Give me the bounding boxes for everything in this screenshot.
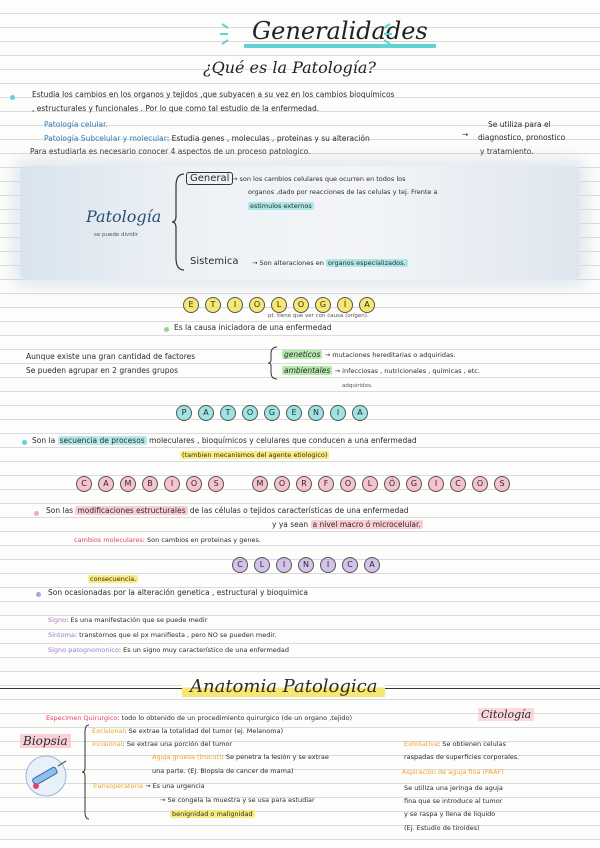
etiologia-letter: G <box>315 297 331 313</box>
clinica-letter: C <box>232 557 248 573</box>
morfologicos-letter: S <box>494 476 510 492</box>
clinica-letter: I <box>276 557 292 573</box>
specimen-text: : todo lo obtenido de un procedimiento quirurgico (de un organo ,tejido) <box>117 714 353 722</box>
genetic-line <box>282 350 455 359</box>
patogenia-letter: I <box>330 405 346 421</box>
pato-label: Signo patognomonico <box>48 646 119 654</box>
pato-line <box>48 646 289 654</box>
banner-center-sub: se puede dividir <box>94 232 139 238</box>
general-text-2: organos ,dado por reacciones de las celulas y tej. Frente a <box>248 188 438 196</box>
excisional-label: Excisional <box>92 727 125 735</box>
cambios-letter: S <box>208 476 224 492</box>
general-text-1: → son los cambios celulares que ocurren en todos los <box>232 175 406 183</box>
morfologicos-letter: G <box>406 476 422 492</box>
cambios-text-post: de las células o tejidos características de una enfermedad <box>189 506 409 515</box>
cellular-label: Patología celular. <box>44 120 108 129</box>
acquired-note: adquiridos. <box>342 383 373 389</box>
env-text: → infecciosas , nutricionales , químicas , etc. <box>334 367 480 375</box>
morfologicos-letter: C <box>450 476 466 492</box>
cambios-heading <box>76 471 516 492</box>
trans-text-3: benignidad o malignidad <box>172 810 253 818</box>
arrow-mark: → <box>462 130 469 139</box>
morfologicos-letter: O <box>340 476 356 492</box>
patogenia-text-hl: secuencia de procesos <box>59 436 145 445</box>
sistemica-highlight: organos especializados. <box>327 259 406 267</box>
exfoliativa-text-2: raspadas de superficies corporales. <box>404 753 520 761</box>
needle-text-1: : Se penetra la lesión y se extrae <box>221 753 329 761</box>
cambios-text2-pre: y ya sean <box>272 520 309 529</box>
env-line <box>282 366 480 375</box>
etiologia-heading <box>183 292 381 313</box>
bullet-dot <box>22 440 27 445</box>
paaf-label: Aspiración de aguja fina (PAAF) <box>402 768 504 776</box>
exfoliativa-text-1: : Se obtienen celulas <box>438 740 506 748</box>
morfologicos-letter: O <box>274 476 290 492</box>
clinica-text: Son ocasionadas por la alteración genetica , estructural y bioquimica <box>48 588 308 597</box>
patogenia-heading <box>176 400 374 421</box>
citologia-label: Citología <box>478 708 534 721</box>
etiologia-letter: O <box>293 297 309 313</box>
clinica-letter: N <box>298 557 314 573</box>
etiologia-letter: E <box>183 297 199 313</box>
env-label: ambientales <box>284 366 331 375</box>
cambios-text-pre: Son las <box>46 506 74 515</box>
title-decoration-right <box>370 18 400 48</box>
trans-text-1: → Es una urgencia <box>145 782 205 790</box>
clinica-letter: C <box>342 557 358 573</box>
paaf-text-4: (Ej. Estudio de tiroides) <box>404 824 480 832</box>
morfologicos-letter: F <box>318 476 334 492</box>
etiologia-letter: A <box>359 297 375 313</box>
clinica-heading <box>232 552 386 573</box>
morfologicos-letter: O <box>472 476 488 492</box>
etiologia-left-2: Se pueden agrupar en 2 grandes grupos <box>26 366 179 375</box>
anatomia-title: Anatomia Patologica <box>182 676 385 697</box>
clinica-consequence: consecuencia. <box>90 575 137 583</box>
patogenia-text <box>32 436 417 445</box>
etiologia-left-1: Aunque existe una gran cantidad de factores <box>26 352 196 361</box>
signo-text: : Es una manifestación que se puede medir <box>66 616 208 624</box>
cambios-letter: I <box>164 476 180 492</box>
patogenia-text-post: moleculares , bioquímicos y celulares que conducen a una enfermedad <box>149 436 417 445</box>
bullet-dot <box>164 327 169 332</box>
trans-label: Transoperatoria <box>92 782 143 790</box>
trans-line <box>92 782 205 790</box>
sistemica-label: Sistemica <box>190 256 239 267</box>
incisional-text: : Se extrae una porción del tumor <box>122 740 233 748</box>
bullet-dot <box>36 592 41 597</box>
patogenia-letter: N <box>308 405 324 421</box>
banner-brace <box>172 172 186 272</box>
etiologia-text: Es la causa iniciadora de una enfermedad <box>174 323 332 332</box>
incisional-line <box>92 740 232 748</box>
pato-text: : Es un signo muy característico de una enfermedad <box>118 646 290 654</box>
general-label: General <box>186 172 233 185</box>
patogenia-letter: A <box>352 405 368 421</box>
specimen-line <box>46 714 352 722</box>
cambios-letter: O <box>186 476 202 492</box>
etiologia-letter: T <box>205 297 221 313</box>
molecular-text: : Son cambios en proteinas y genes. <box>142 536 261 544</box>
morfologicos-letter: M <box>252 476 268 492</box>
bullet-dot <box>10 95 15 100</box>
intro-line-1: Estudia los cambios en los organos y tejidos ,que subyacen a su vez en los cambios bioquímicos <box>32 90 395 99</box>
excisional-line <box>92 727 283 735</box>
arrow-note-2: diagnostico, pronostico <box>478 133 566 142</box>
genetic-label: geneticos <box>284 350 321 359</box>
patogenia-letter: A <box>198 405 214 421</box>
cambios-text-hl: modificaciones estructurales <box>77 506 186 515</box>
paaf-text-1: Se utiliza una jeringa de aguja <box>404 784 503 792</box>
bullet-dot <box>34 511 39 516</box>
arrow-note-1: Se utiliza para el <box>488 120 551 129</box>
etiologia-letter: O <box>249 297 265 313</box>
biopsia-label: Biopsia <box>20 734 71 748</box>
page-subtitle: ¿Qué es la Patología? <box>203 58 376 77</box>
arrow-note-3: y tratamiento. <box>480 147 534 156</box>
exfoliativa-line <box>404 740 506 748</box>
sintoma-line <box>48 631 276 639</box>
clinica-letter: A <box>364 557 380 573</box>
excisional-text: : Se extrae la totalidad del tumor (ej. Melanoma) <box>124 727 284 735</box>
cambios-text <box>46 506 409 515</box>
needle-label: Aguja gruesa (trucut) <box>152 753 222 761</box>
cambios-letter: A <box>98 476 114 492</box>
study-line: Para estudiarla es necesario conocer 4 aspectos de un proceso patologico. <box>30 147 311 156</box>
needle-line <box>152 753 329 761</box>
morfologicos-letter: Ó <box>384 476 400 492</box>
molecular-label: cambios moleculares <box>74 536 143 544</box>
page-title: Generalidades <box>244 18 436 48</box>
sintoma-text: : transtornos que el px manifiesta , pero NO se pueden medir. <box>74 631 277 639</box>
cambios-text2-hl: a nivel macro ó microcelular. <box>312 520 421 529</box>
clinica-letter: I <box>320 557 336 573</box>
subcellular-text: : Estudia genes , moleculas , proteinas y su alteración <box>166 134 370 143</box>
trans-text-2: → Se congela la muestra y se usa para estudiar <box>160 796 315 804</box>
etiologia-letter: Í <box>337 297 353 313</box>
patogenia-letter: T <box>220 405 236 421</box>
molecular-line <box>74 536 261 544</box>
patogenia-note: (tambien mecanismos del agente etiologico) <box>182 451 328 459</box>
paaf-text-2: fina que se introduce al tumor <box>404 797 503 805</box>
morfologicos-letter: I <box>428 476 444 492</box>
patogenia-letter: O <box>242 405 258 421</box>
sistemica-line <box>252 259 408 267</box>
intro-line-2: , estructurales y funcionales . Por lo que como tal estudio de la enfermedad. <box>32 104 320 113</box>
patogenia-text-pre: Son la <box>32 436 56 445</box>
cambios-letter: C <box>76 476 92 492</box>
specimen-label: Especimen Quirurgico <box>46 714 118 722</box>
morfologicos-letter: L <box>362 476 378 492</box>
etiologia-letter: L <box>271 297 287 313</box>
sistemica-text: → Son alteraciones en <box>252 259 324 267</box>
clinica-letter: L <box>254 557 270 573</box>
banner-center-title: Patología <box>86 207 162 226</box>
sintoma-label: Síntoma <box>48 631 75 639</box>
subcellular-label: Patología Subcelular y molecular <box>44 134 167 143</box>
cambios-letter: B <box>142 476 158 492</box>
morfologicos-letter: R <box>296 476 312 492</box>
biopsia-brace <box>82 724 90 820</box>
etiologia-note: pt. tiene que ver con causa (orígen). <box>268 313 369 319</box>
paaf-text-3: y se raspa y llena de liquido <box>404 810 496 818</box>
syringe-icon <box>22 752 70 798</box>
general-text-3: estimulos externos <box>250 202 312 210</box>
signo-line <box>48 616 207 624</box>
patogenia-letter: P <box>176 405 192 421</box>
needle-text-2: una parte. (Ej. Biopsia de cancer de mama) <box>152 767 294 775</box>
cambios-text-2 <box>272 520 423 529</box>
etiologia-letter: I <box>227 297 243 313</box>
incisional-label: Incisional <box>92 740 123 748</box>
subcellular-line <box>44 134 370 143</box>
exfoliativa-label: Exfoliativa <box>404 740 438 748</box>
cambios-letter: M <box>120 476 136 492</box>
etiologia-brace <box>268 346 278 380</box>
signo-label: Signo <box>48 616 67 624</box>
patogenia-letter: G <box>264 405 280 421</box>
patogenia-letter: E <box>286 405 302 421</box>
genetic-text: → mutaciones hereditarias o adquiridas. <box>324 351 456 359</box>
